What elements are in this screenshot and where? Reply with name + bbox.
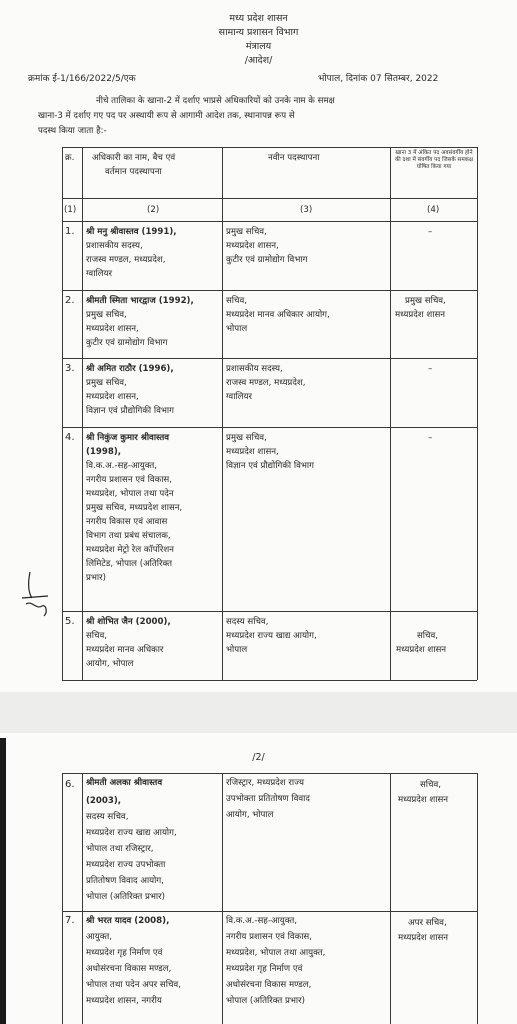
header-ministry: मंत्रालय <box>245 41 272 52</box>
order-page-2 <box>0 733 517 1024</box>
equivalent-post: सचिव, <box>420 780 442 790</box>
equivalent-post: मध्यप्रदेश शासन <box>398 795 449 805</box>
equivalent-post: – <box>428 364 433 374</box>
table-col-line <box>62 147 63 680</box>
officer-name: श्री अमित राठौर (1996), <box>86 364 174 374</box>
scan-edge <box>0 738 6 1024</box>
equivalent-post: मध्यप्रदेश शासन <box>396 645 447 655</box>
table-col-line <box>82 147 83 680</box>
current-posting-line: नगरीय विकास एवं आवास <box>86 517 168 527</box>
row-serial: 3. <box>65 363 75 374</box>
current-posting-line: सचिव, <box>86 631 108 641</box>
new-posting-line: नगरीय प्रशासन एवं विकास, <box>226 932 312 942</box>
table-border-top <box>62 773 477 774</box>
col-header-serial: क्र. <box>65 153 75 163</box>
table-rule <box>62 611 477 612</box>
new-posting-line: मध्यप्रदेश राज्य खाद्य आयोग, <box>226 631 317 641</box>
current-posting-line: विज्ञान एवं प्रौद्योगिकी विभाग <box>86 406 174 416</box>
col-header-officer-line1: अधिकारी का नाम, बैच एवं <box>92 153 176 163</box>
table-rule <box>62 427 477 428</box>
table-col-line <box>390 147 391 680</box>
equivalent-post: – <box>428 433 433 443</box>
table-col-line <box>477 773 478 1024</box>
new-posting-line: मध्यप्रदेश मानव अधिकार आयोग, <box>226 310 330 320</box>
table-border-bottom <box>62 680 477 681</box>
place-date: भोपाल, दिनांक 07 सितम्बर, 2022 <box>318 74 439 84</box>
table-rule <box>62 358 477 359</box>
col-header-new-posting: नवीन पदस्थापना <box>268 153 320 163</box>
current-posting-line: प्रतितोषण विवाद आयोग, <box>86 876 164 886</box>
table-rule <box>62 911 477 912</box>
current-posting-line: मध्यप्रदेश मेट्रो रेल कॉर्पोरेशन <box>86 545 174 555</box>
col-number: (3) <box>300 205 313 215</box>
current-posting-line: प्रशासकीय सदस्य, <box>86 241 143 251</box>
equivalent-post: मध्यप्रदेश शासन <box>395 310 446 320</box>
header-department: सामान्य प्रशासन विभाग <box>218 27 299 38</box>
new-posting-line: सदस्य सचिव, <box>226 617 269 627</box>
row-serial: 5. <box>65 616 75 627</box>
current-posting-line: मध्यप्रदेश राज्य उपभोक्ता <box>86 860 166 870</box>
current-posting-line: (1998), <box>86 447 122 457</box>
handwritten-initial <box>18 568 52 620</box>
equivalent-post: सचिव, <box>417 631 439 641</box>
header-government: मध्य प्रदेश शासन <box>229 13 288 24</box>
col-number: (1) <box>64 205 77 215</box>
current-posting-line: विभाग तथा प्रबंध संचालक, <box>86 531 171 541</box>
intro-line-3: पदस्थ किया जाता है:- <box>38 126 107 136</box>
current-posting-line: मध्यप्रदेश शासन, <box>86 324 139 334</box>
table-col-line <box>390 773 391 1024</box>
officer-name: श्री भरत यादव (2008), <box>86 916 170 926</box>
intro-line-2: खाना-3 में दर्शाए गए पद पर अस्थायी रूप से आगामी आदेश तक, स्थानापन्न रूप से <box>38 111 295 121</box>
current-posting-line: ग्वालियर <box>86 269 112 279</box>
table-rule <box>62 221 477 222</box>
equivalent-post: – <box>428 227 433 237</box>
officer-name: श्रीमती अलका श्रीवास्तव <box>86 778 163 788</box>
equivalent-post: प्रमुख सचिव, <box>405 296 446 306</box>
current-posting-line: आयुक्त, <box>86 932 113 942</box>
intro-line-1: नीचे तालिका के खाना-2 में दर्शाए भाप्रसे अधिकारियों को उनके नाम के समक्ष <box>96 96 335 106</box>
row-serial: 1. <box>65 226 75 237</box>
current-posting-line: मध्यप्रदेश शासन, नगरीय <box>86 996 162 1006</box>
new-posting-line: आयोग, भोपाल <box>226 810 274 820</box>
current-posting-line: प्रभार) <box>86 573 107 583</box>
table-col-line <box>62 773 63 1024</box>
col-header-officer-line2: वर्तमान पदस्थापना <box>105 167 162 177</box>
table-col-line <box>477 147 478 680</box>
new-posting-line: राजस्व मण्डल, मध्यप्रदेश, <box>226 378 306 388</box>
new-posting-line: प्रमुख सचिव, <box>226 433 267 443</box>
new-posting-line: वि.क.अ.-सह-आयुक्त, <box>226 916 297 926</box>
equivalent-post: अपर सचिव, <box>408 918 447 928</box>
col-header-equivalent: खाना 3 में अंकित पद अवसंवर्गीय होने की दशा में संवर्गीय पद जिसके समकक्ष घोषित किया गया <box>395 150 473 170</box>
current-posting-line: लिमिटेड, भोपाल (अतिरिक्त <box>86 559 173 569</box>
new-posting-line: मध्यप्रदेश शासन, <box>226 241 279 251</box>
current-posting-line: प्रमुख सचिव, <box>86 378 127 388</box>
current-posting-line: सदस्य सचिव, <box>86 812 129 822</box>
header-order: /आदेश/ <box>244 55 273 66</box>
current-posting-line: प्रमुख सचिव, मध्यप्रदेश शासन, <box>86 503 183 513</box>
new-posting-line: मध्यप्रदेश गृह निर्माण एवं <box>226 964 303 974</box>
current-posting-line: आयोग, भोपाल <box>86 659 134 669</box>
new-posting-line: भोपाल <box>226 645 248 655</box>
current-posting-line: प्रमुख सचिव, <box>86 310 127 320</box>
new-posting-line: मध्यप्रदेश, भोपाल तथा आयुक्त, <box>226 948 326 958</box>
page-marker: /2/ <box>252 752 265 763</box>
officer-name: श्री निकुंज कुमार श्रीवास्तव <box>86 433 170 443</box>
current-posting-line: अधोसंरचना विकास मण्डल, <box>86 964 172 974</box>
current-posting-line: कुटीर एवं ग्रामोद्योग विभाग <box>86 338 168 348</box>
current-posting-line: भोपाल तथा पदेन अपर सचिव, <box>86 980 181 990</box>
current-posting-line: मध्यप्रदेश शासन, <box>86 392 139 402</box>
current-posting-line: मध्यप्रदेश राज्य खाद्य आयोग, <box>86 828 177 838</box>
current-posting-line: वि.क.अ.-सह-आयुक्त, <box>86 461 157 471</box>
current-posting-line: मध्यप्रदेश, भोपाल तथा पदेन <box>86 489 174 499</box>
new-posting-line: प्रशासकीय सदस्य, <box>226 364 283 374</box>
new-posting-line: मध्यप्रदेश शासन, <box>226 447 279 457</box>
equivalent-post: मध्यप्रदेश शासन <box>398 933 449 943</box>
current-posting-line: नगरीय प्रशासन एवं विकास, <box>86 475 172 485</box>
current-posting-line: मध्यप्रदेश गृह निर्माण एवं <box>86 948 163 958</box>
col-number: (4) <box>427 205 440 215</box>
page-gap <box>0 692 517 733</box>
col-number: (2) <box>147 205 160 215</box>
current-posting-line: मध्यप्रदेश मानव अधिकार <box>86 645 164 655</box>
new-posting-line: कुटीर एवं ग्रामोद्योग विभाग <box>226 255 308 265</box>
new-posting-line: सचिव, <box>226 296 248 306</box>
table-rule <box>62 290 477 291</box>
officer-name: श्रीमती स्मिता भारद्वाज (1992), <box>86 296 194 306</box>
table-col-line <box>222 147 223 680</box>
table-border-top <box>62 147 477 148</box>
new-posting-line: भोपाल (अतिरिक्त प्रभार) <box>226 996 305 1006</box>
row-serial: 7. <box>65 915 75 926</box>
new-posting-line: अधोसंरचना विकास मण्डल, <box>226 980 312 990</box>
current-posting-line: (2003), <box>86 796 122 806</box>
row-serial: 2. <box>65 295 75 306</box>
new-posting-line: रजिस्ट्रार, मध्यप्रदेश राज्य <box>226 778 305 788</box>
new-posting-line: विज्ञान एवं प्रौद्योगिकी विभाग <box>226 461 314 471</box>
table-col-line <box>82 773 83 1024</box>
row-serial: 4. <box>65 432 75 443</box>
new-posting-line: प्रमुख सचिव, <box>226 227 267 237</box>
officer-name: श्री मनु श्रीवास्तव (1991), <box>86 227 177 237</box>
officer-name: श्री शोभित जैन (2000), <box>86 617 171 627</box>
table-col-line <box>222 773 223 1024</box>
table-rule <box>62 198 477 199</box>
row-serial: 6. <box>65 779 75 790</box>
new-posting-line: ग्वालियर <box>226 392 252 402</box>
current-posting-line: भोपाल (अतिरिक्त प्रभार) <box>86 892 165 902</box>
new-posting-line: उपभोक्ता प्रतितोषण विवाद <box>226 794 310 804</box>
current-posting-line: भोपाल तथा रजिस्ट्रार, <box>86 844 154 854</box>
order-number: क्रमांक ई-1/166/2022/5/एक <box>28 74 136 84</box>
current-posting-line: राजस्व मण्डल, मध्यप्रदेश, <box>86 255 166 265</box>
new-posting-line: भोपाल <box>226 324 248 334</box>
